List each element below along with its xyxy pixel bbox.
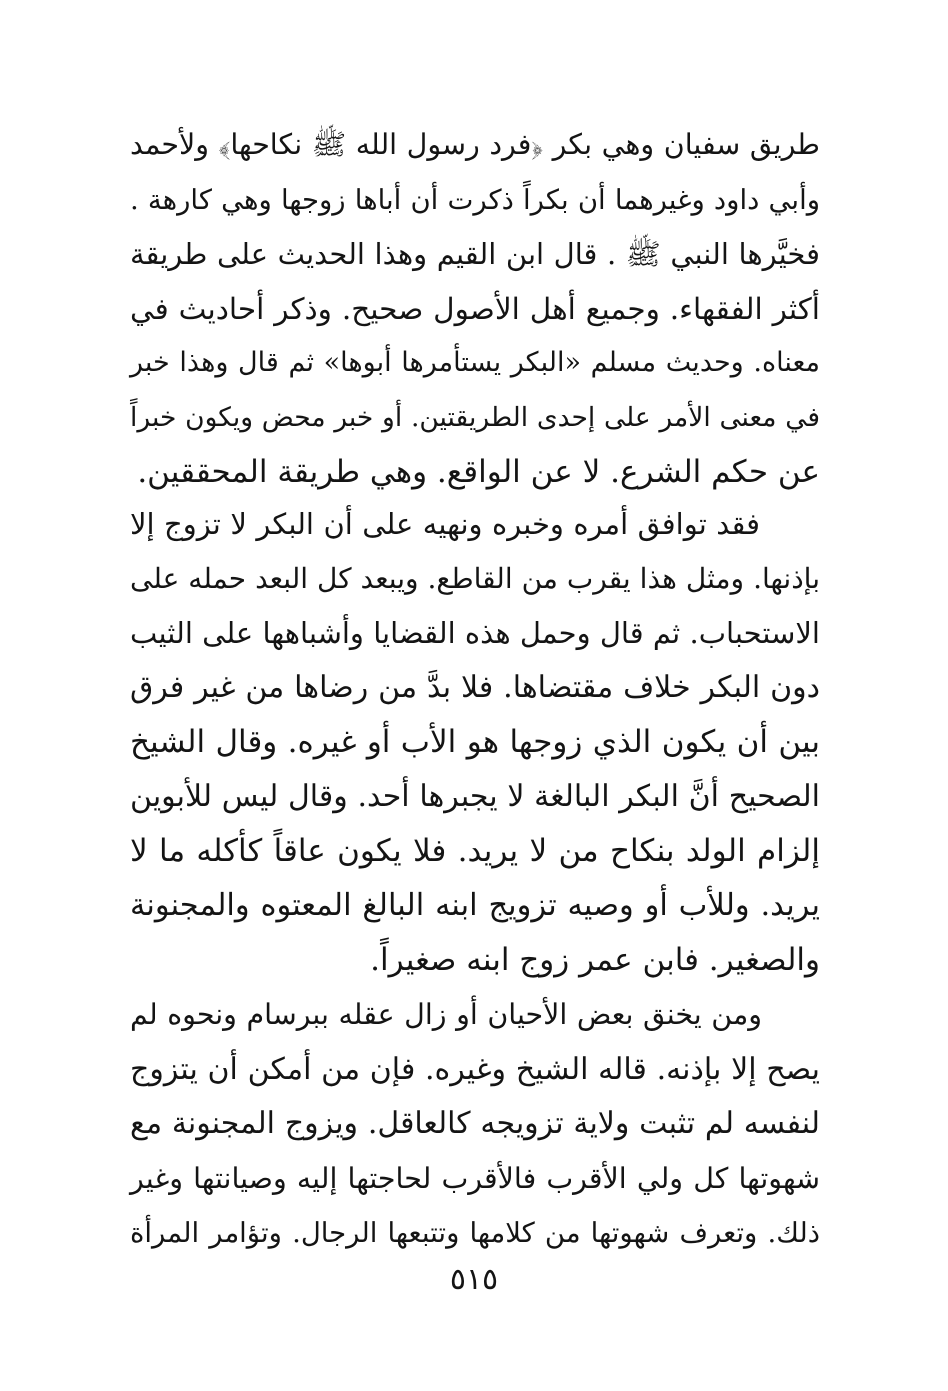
- text-line: يريد. وللأب أو وصيه تزويج ابنه البالغ المعتوه والمجنونة: [130, 887, 820, 923]
- text-line: فقد توافق أمره وخبره ونهيه على أن البكر لا تزوج إلا: [130, 507, 760, 541]
- text-line: معناه. وحديث مسلم «البكر يستأمرها أبوها» ثم قال وهذا خبر: [130, 347, 820, 378]
- text-line: ومن يخنق بعض الأحيان أو زال عقله ببرسام ونحوه لم: [130, 998, 762, 1031]
- text-line: في معنى الأمر على إحدى الطريقتين. أو خبر محض ويكون خبراً: [130, 401, 820, 433]
- paragraph-3: [130, 988, 820, 1261]
- text-line: طريق سفيان وهي بكر ﴿فرد رسول الله ﷺ نكاحها﴾ ولأحمد: [130, 128, 820, 161]
- text-line: عن حكم الشرع. لا عن الواقع. وهي طريقة المحققين.: [137, 454, 820, 490]
- text-line: لنفسه لم تثبت ولاية تزويجه كالعاقل. ويزوج المجنونة مع: [130, 1106, 820, 1141]
- page-number: ٥١٥: [449, 1262, 499, 1297]
- text-line: فخيَّرها النبي ﷺ . قال ابن القيم وهذا الحديث على طريقة: [130, 237, 820, 271]
- text-line: أكثر الفقهاء. وجميع أهل الأصول صحيح. وذكر أحاديث في: [130, 291, 820, 326]
- text-line: وأبي داود وغيرهما أن بكراً ذكرت أن أباها زوجها وهي كارهة .: [130, 183, 820, 216]
- text-line: الصحيح أنَّ البكر البالغة لا يجبرها أحد. وقال ليس للأبوين: [130, 778, 820, 814]
- text-line: إلزام الولد بنكاح من لا يريد. فلا يكون عاقاً كأكله ما لا: [130, 833, 820, 869]
- text-line: ذلك. وتعرف شهوتها من كلامها وتتبعها الرجال. وتؤامر المرأة: [130, 1217, 820, 1249]
- text-line: شهوتها كل ولي الأقرب فالأقرب لحاجتها إليه وصيانتها وغير: [130, 1161, 820, 1195]
- text-line: بإذنها. ومثل هذا يقرب من القاطع. ويبعد كل البعد حمله على: [130, 561, 820, 595]
- text-line: والصغير. فابن عمر زوج ابنه صغيراً.: [370, 942, 820, 978]
- paragraph-1: [130, 118, 820, 500]
- text-line: دون البكر خلاف مقتضاها. فلا بدَّ من رضاها من غير فرق: [130, 669, 820, 705]
- text-line: يصح إلا بإذنه. قاله الشيخ وغيره. فإن من أمكن أن يتزوج: [130, 1051, 820, 1087]
- text-line: الاستحباب. ثم قال وحمل هذه القضايا وأشباهها على الثيب: [130, 616, 820, 650]
- text-line: بين أن يكون الذي زوجها هو الأب أو غيره. وقال الشيخ: [130, 724, 820, 760]
- paragraph-2: [130, 497, 820, 988]
